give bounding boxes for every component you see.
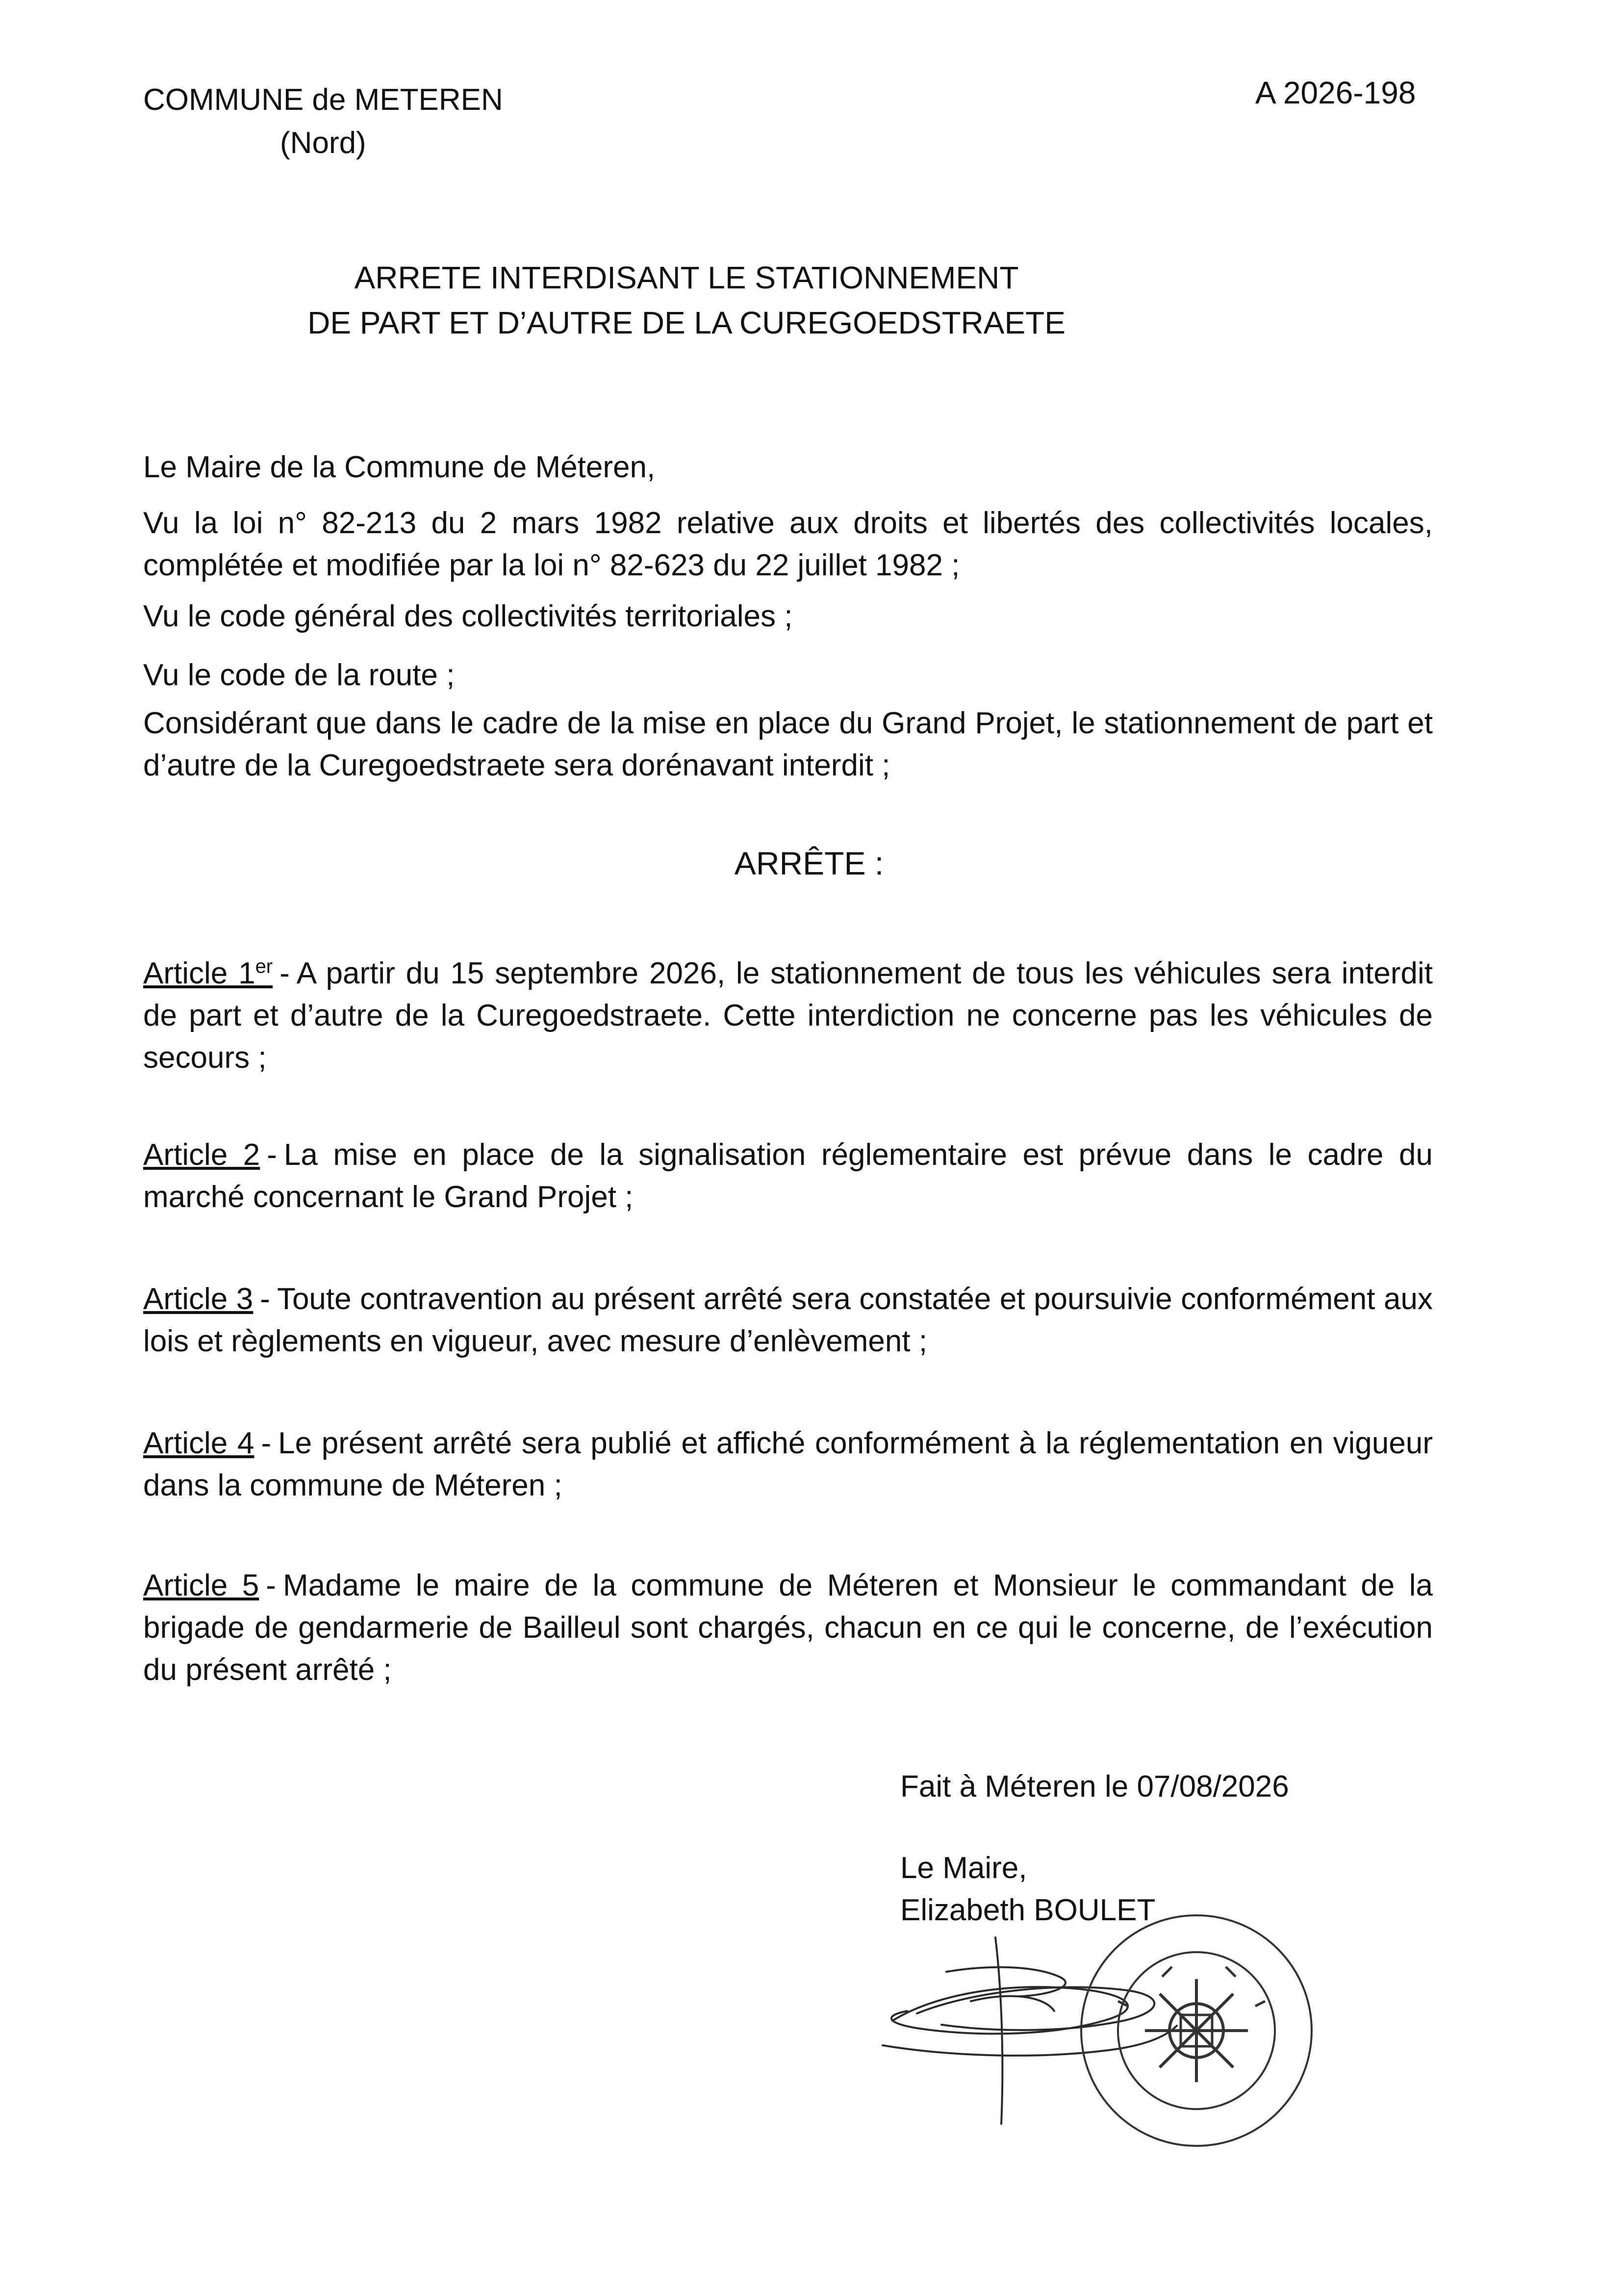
preamble-mayor: Le Maire de la Commune de Méteren, xyxy=(143,450,656,484)
region-name: (Nord) xyxy=(280,126,366,160)
handwritten-signature xyxy=(883,1937,1177,2124)
document-title xyxy=(196,255,1177,345)
article-1-label: Article 1er xyxy=(143,955,273,990)
decision-heading: ARRÊTE : xyxy=(734,845,884,881)
reference-number: A 2026-198 xyxy=(1255,75,1416,110)
official-stamp xyxy=(1081,1915,1312,2146)
article-separator: - xyxy=(279,956,290,990)
preamble-considerant: Considérant que dans le cadre de la mise en place du Grand Projet, le stationnement de part et d’autre de la Curegoedstraete sera dorénavant interdit ; xyxy=(143,706,1433,782)
article-separator: - xyxy=(267,1138,277,1172)
article-1 xyxy=(143,953,1433,1079)
title-line-2: DE PART ET D’AUTRE DE LA CUREGOEDSTRAETE xyxy=(307,305,1066,340)
issuer-block xyxy=(143,78,503,165)
article-separator: - xyxy=(261,1426,272,1460)
preamble-vu-code-general: Vu le code général des collectivités territoriales ; xyxy=(143,599,793,633)
article-5 xyxy=(143,1565,1433,1691)
signature-and-stamp xyxy=(873,1908,1324,2183)
article-2-text: La mise en place de la signalisation réglementaire est prévue dans le cadre du marché concernant le Grand Projet ; xyxy=(143,1138,1433,1214)
article-3 xyxy=(143,1278,1433,1363)
article-2-label: Article 2 xyxy=(143,1138,260,1172)
signatory-name: Elizabeth BOULET xyxy=(900,1893,1156,1927)
article-3-text: Toute contravention au présent arrêté sera constatée et poursuivie conformément aux lois et règlements en vigueur, avec mesure d’enlèvement ; xyxy=(143,1282,1433,1358)
article-5-text: Madame le maire de la commune de Méteren et Monsieur le commandant de la brigade de gendarmerie de Bailleul sont chargés, chacun en ce qui le concerne, de l’exécution du présent arrêté ; xyxy=(143,1569,1433,1687)
article-1-text: A partir du 15 septembre 2026, le stationnement de tous les véhicules sera interdit de part et d’autre de la Curegoedstraete. Cette interdiction ne concerne pas les véhicules de secours ; xyxy=(143,956,1433,1075)
place-and-date: Fait à Méteren le 07/08/2026 xyxy=(900,1770,1289,1804)
article-2 xyxy=(143,1134,1433,1218)
commune-name: COMMUNE de METEREN xyxy=(143,83,503,117)
article-4-label: Article 4 xyxy=(143,1426,254,1460)
signatory-role: Le Maire, xyxy=(900,1851,1027,1885)
article-3-label: Article 3 xyxy=(143,1282,254,1316)
title-line-1: ARRETE INTERDISANT LE STATIONNEMENT xyxy=(354,260,1019,295)
preamble-vu-loi: Vu la loi n° 82-213 du 2 mars 1982 relative aux droits et libertés des collectivités locales, complétée et modifiée par la loi n° 82-623 du 22 juillet 1982 ; xyxy=(143,506,1433,582)
preamble-vu-code-route: Vu le code de la route ; xyxy=(143,658,455,692)
article-5-label: Article 5 xyxy=(143,1569,259,1602)
article-4-text: Le présent arrêté sera publié et affiché conformément à la réglementation en vigueur dans la commune de Méteren ; xyxy=(143,1426,1433,1502)
article-4 xyxy=(143,1422,1433,1507)
article-separator: - xyxy=(266,1569,276,1602)
article-separator: - xyxy=(260,1282,270,1316)
